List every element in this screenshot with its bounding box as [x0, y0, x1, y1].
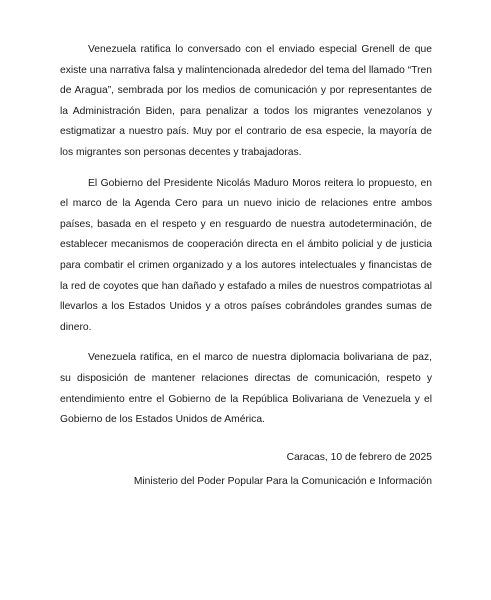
paragraph-diplomacia-bolivariana: Venezuela ratifica, en el marco de nuestra diplomacia bolivariana de paz, su disposición de mantener relaciones directas de comunicación, respeto y entendimiento entre el Gobierno de la República Bolivariana de Venezuela y el Gobierno de los Estados Unidos de América.: [60, 352, 432, 426]
paragraph-grenell-narrative: Venezuela ratifica lo conversado con el enviado especial Grenell de que existe una narrativa falsa y malintencionada alrededor del tema del llamado “Tren de Aragua”, sembrada por los medios de comunicación y por representantes de la Administración Biden, para penalizar a todos los migrantes venezolanos y estigmatizar a nuestro país. Muy por el contrario de esa especie, la mayoría de los migrantes son personas decentes y trabajadoras.: [60, 44, 432, 158]
ministry-signature: Ministerio del Poder Popular Para la Comunicación e Información: [133, 476, 432, 487]
document-body: [60, 40, 432, 441]
date-line: Caracas, 10 de febrero de 2025: [286, 452, 432, 463]
paragraph-agenda-cero: El Gobierno del Presidente Nicolás Maduro Moros reitera lo propuesto, en el marco de la Agenda Cero para un nuevo inicio de relaciones entre ambos países, basada en el respeto y en resguardo de nuestra autodeterminación, de establecer mecanismos de cooperación directa en el ámbito policial y de justicia para combatir el crimen organizado y a los autores intelectuales y financistas de la red de coyotes que han dañado y estafado a miles de nuestros compatriotas al llevarlos a los Estados Unidos y a otros países cobrándoles grandes sumas de dinero.: [60, 177, 432, 333]
